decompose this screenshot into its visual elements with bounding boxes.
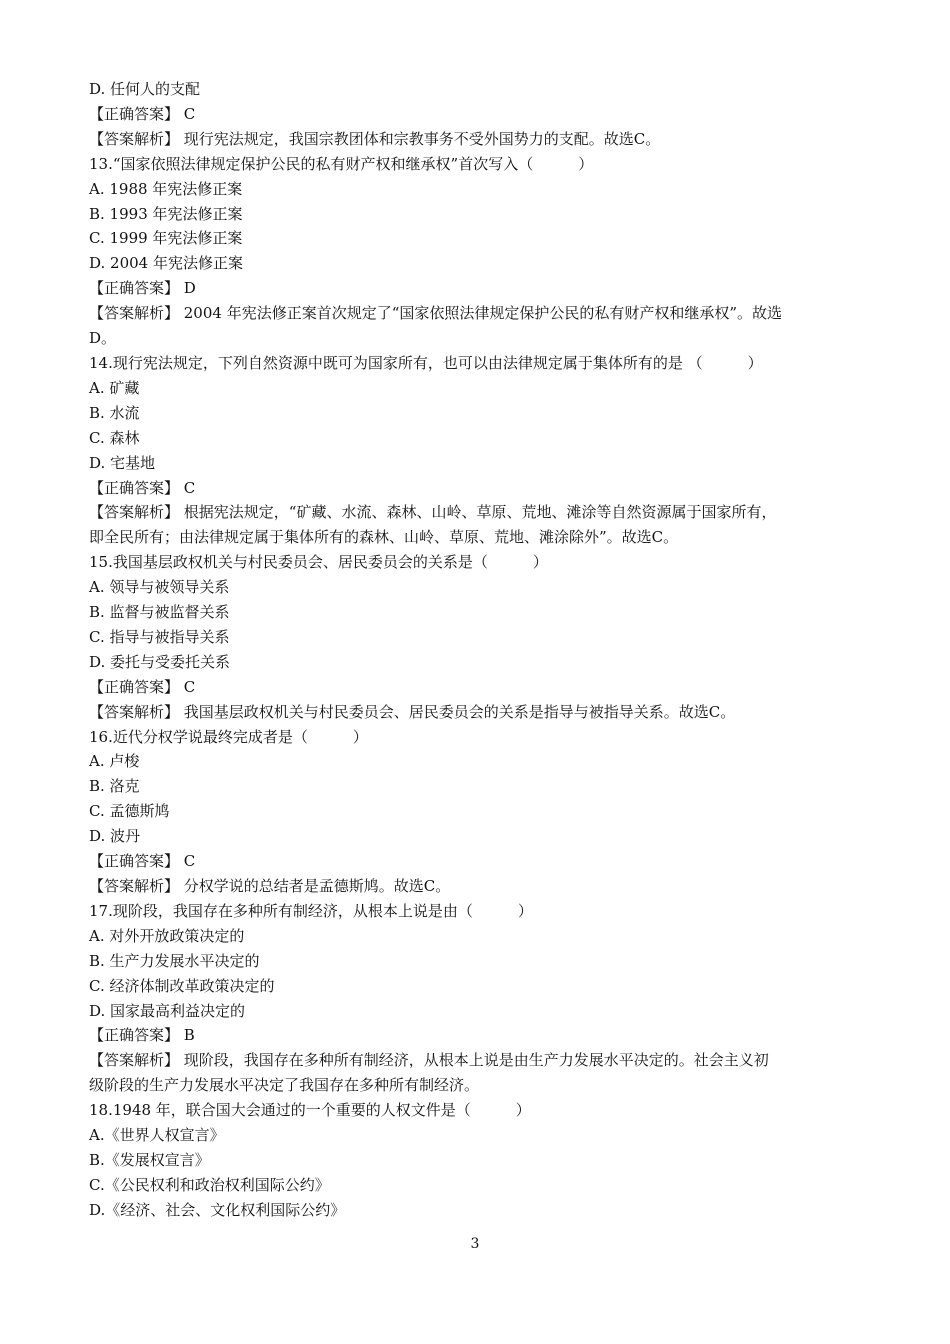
- answer-explanation: 【答案解析】 根据宪法规定，“矿藏、水流、森林、山岭、草原、荒地、滩涂等自然资源属于国家所有，: [89, 503, 777, 522]
- answer-explanation-cont: D。: [89, 329, 117, 348]
- option-d: D. 波丹: [89, 827, 141, 846]
- option-a: A. 领导与被领导关系: [89, 578, 230, 597]
- option-b: B. 生产力发展水平决定的: [89, 951, 260, 970]
- correct-answer: 【正确答案】 B: [89, 1026, 195, 1045]
- page-number: 3: [470, 1236, 480, 1252]
- option-d: D. 国家最高利益决定的: [89, 1001, 246, 1020]
- option-c: C. 经济体制改革政策决定的: [89, 976, 275, 995]
- answer-explanation: 【答案解析】 分权学说的总结者是孟德斯鸠。故选C。: [89, 877, 451, 895]
- option-c: C. 1999 年宪法修正案: [89, 229, 243, 248]
- option-a: A. 1988 年宪法修正案: [89, 179, 243, 198]
- document-body: [89, 77, 864, 1223]
- question-18: 18.1948 年，联合国大会通过的一个重要的人权文件是（ ）: [89, 1101, 531, 1120]
- option-d: D. 2004 年宪法修正案: [89, 254, 243, 273]
- option-c: C.《公民权利和政治权利国际公约》: [89, 1175, 330, 1194]
- answer-explanation: 【答案解析】 我国基层政权机关与村民委员会、居民委员会的关系是指导与被指导关系。故选C。: [89, 702, 736, 721]
- option-c: C. 指导与被指导关系: [89, 627, 230, 646]
- correct-answer: 【正确答案】 D: [89, 279, 196, 298]
- option-b: B. 水流: [89, 403, 140, 422]
- option-b: B.《发展权宣言》: [89, 1150, 210, 1169]
- question-17: 17.现阶段，我国存在多种所有制经济，从根本上说是由（ ）: [89, 901, 533, 920]
- option-a: A.《世界人权宣言》: [89, 1126, 225, 1145]
- question-16: 16.近代分权学说最终完成者是（ ）: [89, 727, 368, 746]
- question-14: 14.现行宪法规定，下列自然资源中既可为国家所有，也可以由法律规定属于集体所有的是 （ ）: [89, 353, 763, 372]
- option-b: B. 监督与被监督关系: [89, 603, 230, 622]
- question-15: 15.我国基层政权机关与村民委员会、居民委员会的关系是（ ）: [89, 553, 548, 572]
- option-a: A. 对外开放政策决定的: [89, 926, 245, 945]
- option-a: A. 矿藏: [89, 378, 140, 397]
- option-a: A. 卢梭: [89, 752, 140, 771]
- option-b: B. 1993 年宪法修正案: [89, 204, 243, 223]
- answer-explanation: 【答案解析】 2004 年宪法修正案首次规定了“国家依照法律规定保护公民的私有财产权和继承权”。故选: [89, 304, 783, 323]
- answer-explanation-cont: 级阶段的生产力发展水平决定了我国存在多种所有制经济。: [89, 1076, 480, 1095]
- answer-explanation: 【答案解析】 现行宪法规定，我国宗教团体和宗教事务不受外国势力的支配。故选C。: [89, 129, 661, 148]
- option-b: B. 洛克: [89, 777, 140, 796]
- text-line: D. 任何人的支配: [89, 80, 201, 98]
- correct-answer: 【正确答案】 C: [89, 104, 196, 123]
- correct-answer: 【正确答案】 C: [89, 478, 196, 497]
- correct-answer: 【正确答案】 C: [89, 677, 196, 696]
- option-d: D.《经济、社会、文化权利国际公约》: [89, 1200, 346, 1219]
- correct-answer: 【正确答案】 C: [89, 852, 196, 871]
- option-d: D. 委托与受委托关系: [89, 652, 231, 671]
- answer-explanation-cont: 即全民所有；由法律规定属于集体所有的森林、山岭、草原、荒地、滩涂除外”。故选C。: [89, 528, 679, 547]
- option-d: D. 宅基地: [89, 453, 156, 472]
- option-c: C. 森林: [89, 428, 140, 447]
- answer-explanation: 【答案解析】 现阶段，我国存在多种所有制经济，从根本上说是由生产力发展水平决定的。社会主义初: [89, 1051, 769, 1070]
- option-c: C. 孟德斯鸠: [89, 802, 170, 821]
- question-13: 13.“国家依照法律规定保护公民的私有财产权和继承权”首次写入（ ）: [89, 154, 594, 173]
